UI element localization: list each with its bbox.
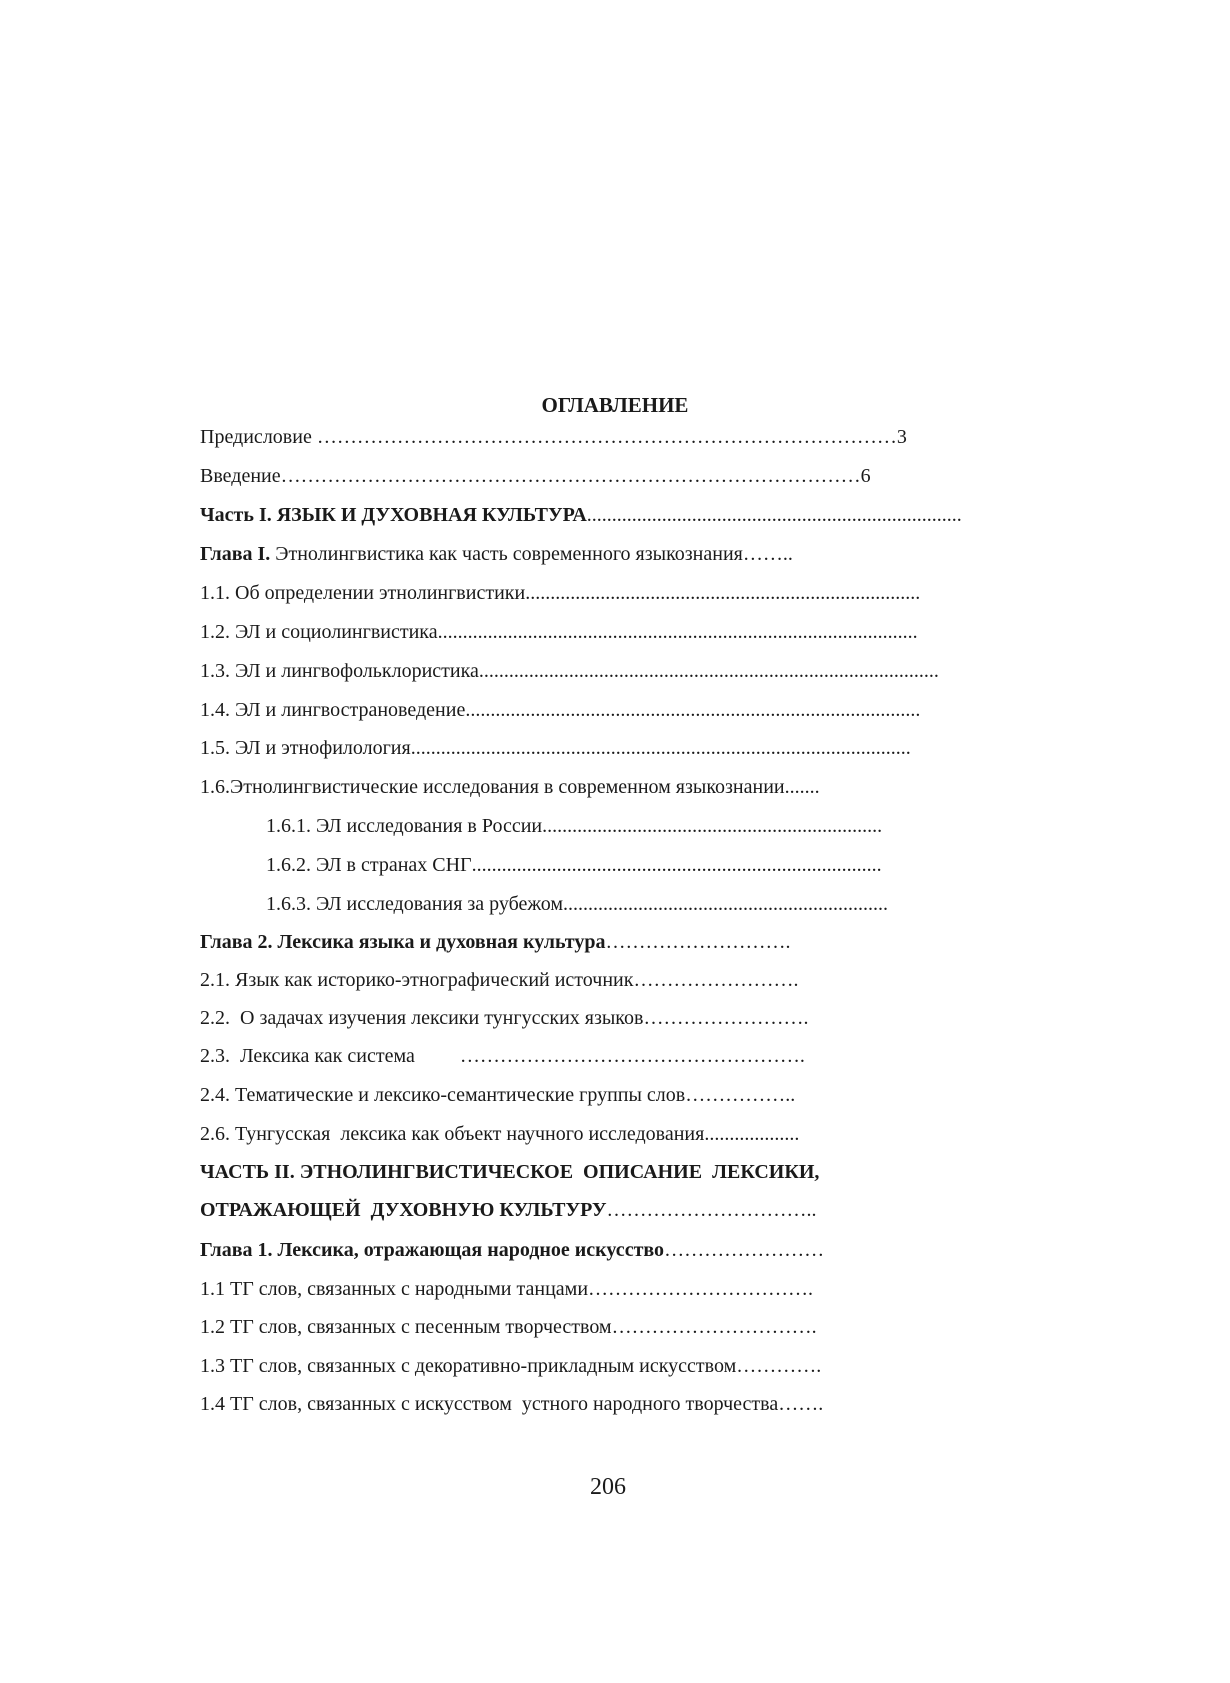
toc-leader-dots: ........................................................................................... [465,699,921,721]
toc-entry-label: Глава 1. Лексика, отражающая народное искусство [200,1239,665,1261]
toc-entry-label: Часть I. ЯЗЫК И ДУХОВНАЯ КУЛЬТУРА [200,504,587,526]
toc-leader-dots: …………………………………………………………………………… [316,426,897,448]
toc-entry [200,658,939,684]
toc-entry-label: Введение [200,465,281,487]
toc-entry-label: 2.4. Тематические и лексико-семантические группы слов [200,1084,686,1106]
toc-title: ОГЛАВЛЕНИЕ [541,393,689,417]
toc-leader-dots: …………………………. [611,1316,817,1338]
toc-page-number: 6 [860,465,871,487]
toc-entry-label: 1.3. ЭЛ и лингвофольклористика [200,660,479,682]
toc-entry-label: 1.1. Об определении этнолингвистики [200,582,526,604]
toc-leader-dots: .................................................................... [542,815,883,837]
toc-entry-label: 1.1 ТГ слов, связанных с народными танцами [200,1278,589,1300]
toc-entry-label: 1.5. ЭЛ и этнофилология [200,737,411,759]
toc-entry [200,1197,896,1223]
toc-entry [200,735,911,761]
toc-entry-label: 2.1. Язык как историко-этнографический источник [200,969,634,991]
toc-entry [200,580,921,606]
toc-leader-dots: ……………………………. [588,1278,814,1300]
toc-entry-label: 1.6.1. ЭЛ исследования в России [266,815,543,837]
toc-entry-label: 2.6. Тунгусская лексика как объект научного исследования [200,1123,705,1145]
toc-entry-label: Глава 2. Лексика языка и духовная культура [200,931,606,953]
toc-entry [266,891,889,917]
toc-entry-label: 1.6.3. ЭЛ исследования за рубежом [266,893,564,915]
toc-entry-label: ОТРАЖАЮЩЕЙ ДУХОВНУЮ КУЛЬТУРУ [200,1199,607,1221]
toc-entry-label: 1.6.2. ЭЛ в странах СНГ [266,854,472,876]
toc-leader-dots: …………….. [685,1084,796,1106]
toc-entry [200,1082,868,1108]
toc-entry-label: 2.3. Лексика как система [200,1045,460,1067]
toc-entry [200,774,902,800]
toc-leader-dots: ................... [704,1123,800,1145]
toc-entry [200,1005,884,1031]
toc-page-number: 3 [896,426,907,448]
toc-entry [266,813,882,839]
toc-entry [200,1121,874,1147]
toc-entry [266,852,882,878]
toc-leader-dots: ............................................................................................ [478,660,939,682]
toc-entry [200,697,921,723]
page-number: 206 [590,1474,626,1500]
toc-entry-label: Предисловие [200,426,317,448]
toc-entry-label: 1.6.Этнолингвистические исследования в современном языкознании [200,776,785,798]
toc-entry [200,1353,898,1379]
toc-entry-label: 1.3 ТГ слов, связанных с декоративно-прикладным искусством [200,1355,737,1377]
toc-leader-dots: …………………… [664,1239,825,1261]
toc-entry [200,1043,884,1069]
toc-entry-label-bold: Глава I. [200,543,271,565]
toc-leader-dots: ………………………….. [606,1199,817,1221]
toc-leader-dots: ……………………. [633,969,799,991]
toc-leader-dots: …………………………………………………………………………… [280,465,861,487]
toc-leader-dots: ……………………. [643,1007,809,1029]
toc-entry [200,1237,904,1263]
toc-entry-label: 1.2. ЭЛ и социолингвистика [200,621,438,643]
toc-leader-dots: …….. [742,543,793,565]
toc-entry [200,1314,894,1340]
toc-leader-dots: ………………………. [605,931,791,953]
toc-entry [200,1159,888,1185]
toc-leader-dots: ……………………………………………. [459,1045,805,1067]
toc-entry [200,502,962,528]
toc-leader-dots: ……. [778,1393,824,1415]
toc-entry [200,619,918,645]
toc-leader-dots: ............................................................................... [525,582,921,604]
toc-entry-label: 1.4. ЭЛ и лингвострановедение [200,699,466,721]
toc-leader-dots [819,1159,888,1185]
toc-entry [200,541,868,567]
toc-leader-dots: .................................................................................. [471,854,882,876]
toc-entry [200,967,874,993]
toc-leader-dots: ................................................................................................ [437,621,918,643]
toc-leader-dots: ................................................................. [563,893,889,915]
toc-entry [200,463,871,489]
toc-entry [200,1276,896,1302]
toc-leader-dots: …………. [736,1355,822,1377]
toc-entry [200,929,888,955]
toc-entry-label: Этнолингвистика как часть современного языкознания [270,543,743,565]
toc-entry [200,424,907,450]
toc-entry-label: 2.2. О задачах изучения лексики тунгусских языков [200,1007,644,1029]
toc-entry [200,1391,898,1417]
toc-entry-label: ЧАСТЬ II. ЭТНОЛИНГВИСТИЧЕСКОЕ ОПИСАНИЕ ЛЕКСИКИ, [200,1161,820,1183]
toc-leader-dots: .................................................................................................... [410,737,911,759]
toc-entry-label: 1.2 ТГ слов, связанных с песенным творчеством [200,1316,612,1338]
toc-leader-dots: ....... [784,776,820,798]
toc-leader-dots: ........................................................................... [586,504,962,526]
toc-entry-label: 1.4 ТГ слов, связанных с искусством устного народного творчества [200,1393,779,1415]
